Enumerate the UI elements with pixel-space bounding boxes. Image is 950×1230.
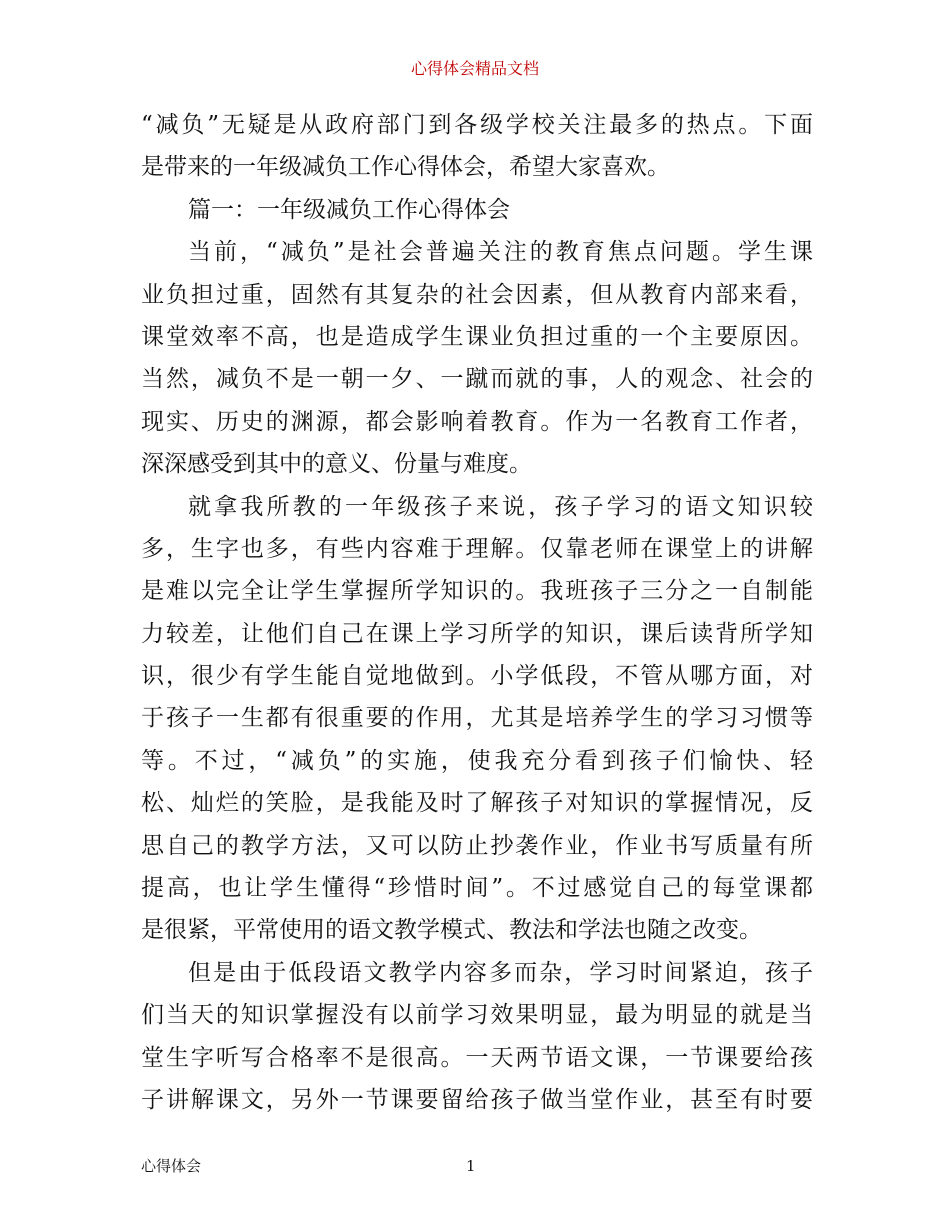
body-line: 们当天的知识掌握没有以前学习效果明显，最为明显的就是当: [141, 1002, 813, 1029]
document-body: [141, 104, 813, 1121]
body-line: 堂生字听写合格率不是很高。一天两节语文课，一节课要给孩: [141, 1044, 813, 1071]
footer-label: 心得体会: [141, 1157, 202, 1175]
body-line: 是带来的一年级减负工作心得体会，希望大家喜欢。: [141, 154, 670, 181]
body-line: 力较差，让他们自己在课上学习所学的知识，课后读背所学知: [141, 620, 813, 647]
section-heading: 篇一：一年级减负工作心得体会: [188, 196, 510, 223]
body-line: 提高，也让学生懂得“珍惜时间”。不过感觉自己的每堂课都: [141, 875, 813, 902]
body-line: 是很紧，平常使用的语文教学模式、教法和学法也随之改变。: [141, 917, 762, 944]
body-line: 子讲解课文，另外一节课要留给孩子做当堂作业，甚至有时要: [141, 1086, 813, 1113]
body-line: 当前，“减负”是社会普遍关注的教育焦点问题。学生课: [188, 239, 813, 266]
body-line: 是难以完全让学生掌握所学知识的。我班孩子三分之一自制能: [141, 578, 813, 605]
body-line: 当然，减负不是一朝一夕、一蹴而就的事，人的观念、社会的: [141, 366, 813, 393]
document-header-title: 心得体会精品文档: [410, 59, 539, 78]
body-line: 于孩子一生都有很重要的作用，尤其是培养学生的学习习惯等: [141, 705, 813, 732]
body-line: 思自己的教学方法，又可以防止抄袭作业，作业书写质量有所: [141, 832, 813, 859]
body-line: “减负”无疑是从政府部门到各级学校关注最多的热点。下面: [141, 112, 813, 138]
body-line: 课堂效率不高，也是造成学生课业负担过重的一个主要原因。: [141, 323, 813, 350]
body-line: 多，生字也多，有些内容难于理解。仅靠老师在课堂上的讲解: [141, 535, 813, 562]
body-line: 就拿我所教的一年级孩子来说，孩子学习的语文知识较: [188, 493, 813, 520]
body-line: 识，很少有学生能自觉地做到。小学低段，不管从哪方面，对: [141, 663, 813, 690]
body-line: 但是由于低段语文教学内容多而杂，学习时间紧迫，孩子: [188, 959, 813, 986]
page-number: 1: [466, 1157, 476, 1175]
body-line: 现实、历史的渊源，都会影响着教育。作为一名教育工作者，: [141, 408, 813, 435]
body-line: 深深感受到其中的意义、份量与难度。: [141, 451, 532, 478]
body-line: 等。不过，“减负”的实施，使我充分看到孩子们愉快、轻: [141, 747, 813, 774]
body-line: 松、灿烂的笑脸，是我能及时了解孩子对知识的掌握情况，反: [141, 790, 813, 817]
body-line: 业负担过重，固然有其复杂的社会因素，但从教育内部来看，: [141, 281, 813, 308]
